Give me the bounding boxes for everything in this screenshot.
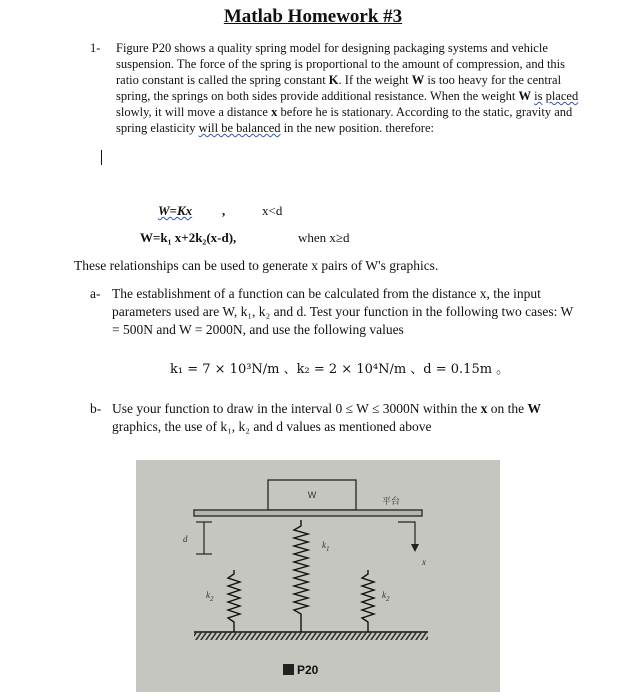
problem-text-K: K	[328, 73, 339, 87]
problem-text	[116, 40, 586, 136]
problem-text-b: . If the weight	[338, 73, 412, 87]
problem-text-c: is too heavy for the central spring, the springs on both sides provide additional resistance. When the weight	[116, 73, 562, 103]
spring-diagram	[136, 460, 500, 692]
problem-text-W1: W	[411, 73, 425, 87]
ground-hatch	[194, 632, 428, 640]
weight-label: W	[307, 490, 317, 500]
equation-1-left: W=Kx	[158, 203, 193, 218]
spring-model-figure	[136, 460, 500, 692]
part-b-text-a: Use your function to draw in the interval 0 ≤ W ≤ 3000N within the	[112, 401, 481, 416]
part-b-label: b-	[90, 401, 102, 416]
problem-text-balanced: will be balanced	[198, 121, 281, 135]
part-a-constants: k₁ = 7 × 10³N/m 、k₂ = 2 × 10⁴N/m 、d = 0.15m 。	[170, 362, 510, 377]
problem-text-f: in the new position. therefore:	[280, 121, 434, 135]
x-arrow-line	[398, 522, 415, 544]
center-spring	[294, 520, 308, 632]
k2-right-label: $k_2$	[382, 590, 390, 603]
figure-caption-icon	[283, 664, 294, 675]
text-cursor	[101, 150, 102, 165]
page-title: Matlab Homework #3	[223, 6, 403, 27]
relationships-text: These relationships can be used to generate x pairs of W's graphics.	[74, 258, 439, 273]
k1-label: $k_1$	[322, 540, 330, 553]
x-arrow-head	[411, 544, 419, 552]
equation-1-separator: ,	[222, 203, 226, 218]
d-label: d	[183, 534, 188, 544]
k2-left-label: $k_2$	[206, 590, 214, 603]
part-a-label: a-	[90, 286, 101, 301]
equation-2-left: W=k₁ x+2k₂(x-d),	[140, 230, 237, 245]
part-b-text-c: graphics, the use of k₁, k₂ and d values as mentioned above	[112, 419, 432, 434]
problem-text-e: before he is stationary. According to the static, gravity and spring elasticity	[116, 105, 573, 135]
equation-2-condition: when x≥d	[298, 230, 350, 245]
right-spring	[362, 570, 374, 632]
part-b-text-x: x	[480, 401, 488, 416]
left-spring	[228, 570, 240, 632]
part-b-text-b: on the	[487, 401, 528, 416]
problem-text-a: Figure P20 shows a quality spring model for designing packaging systems and vehicle suspension. The force of the spring is proportional to the amount of compression, and this ratio constant is called the spring constant	[116, 41, 565, 87]
problem-number: 1-	[90, 41, 101, 55]
problem-text-d: slowly, it will move a distance	[116, 105, 272, 119]
equation-1-condition: x<d	[262, 203, 283, 218]
x-label: x	[422, 557, 426, 567]
platform-label: 平台	[382, 497, 401, 507]
part-b-text	[112, 400, 592, 436]
problem-text-x: x	[271, 105, 278, 119]
problem-text-placed: placed	[545, 89, 579, 103]
figure-caption: P20	[297, 663, 319, 677]
problem-text-is: is	[534, 89, 543, 103]
problem-text-W2: W	[518, 89, 531, 103]
platform	[194, 510, 422, 516]
part-b-text-W: W	[527, 401, 542, 416]
part-a-text: The establishment of a function can be calculated from the distance x, the input parameters used are W, k₁, k₂ and d. Test your function in the following two cases: W = 500N and W = 2000N, and use the following values	[112, 286, 573, 337]
